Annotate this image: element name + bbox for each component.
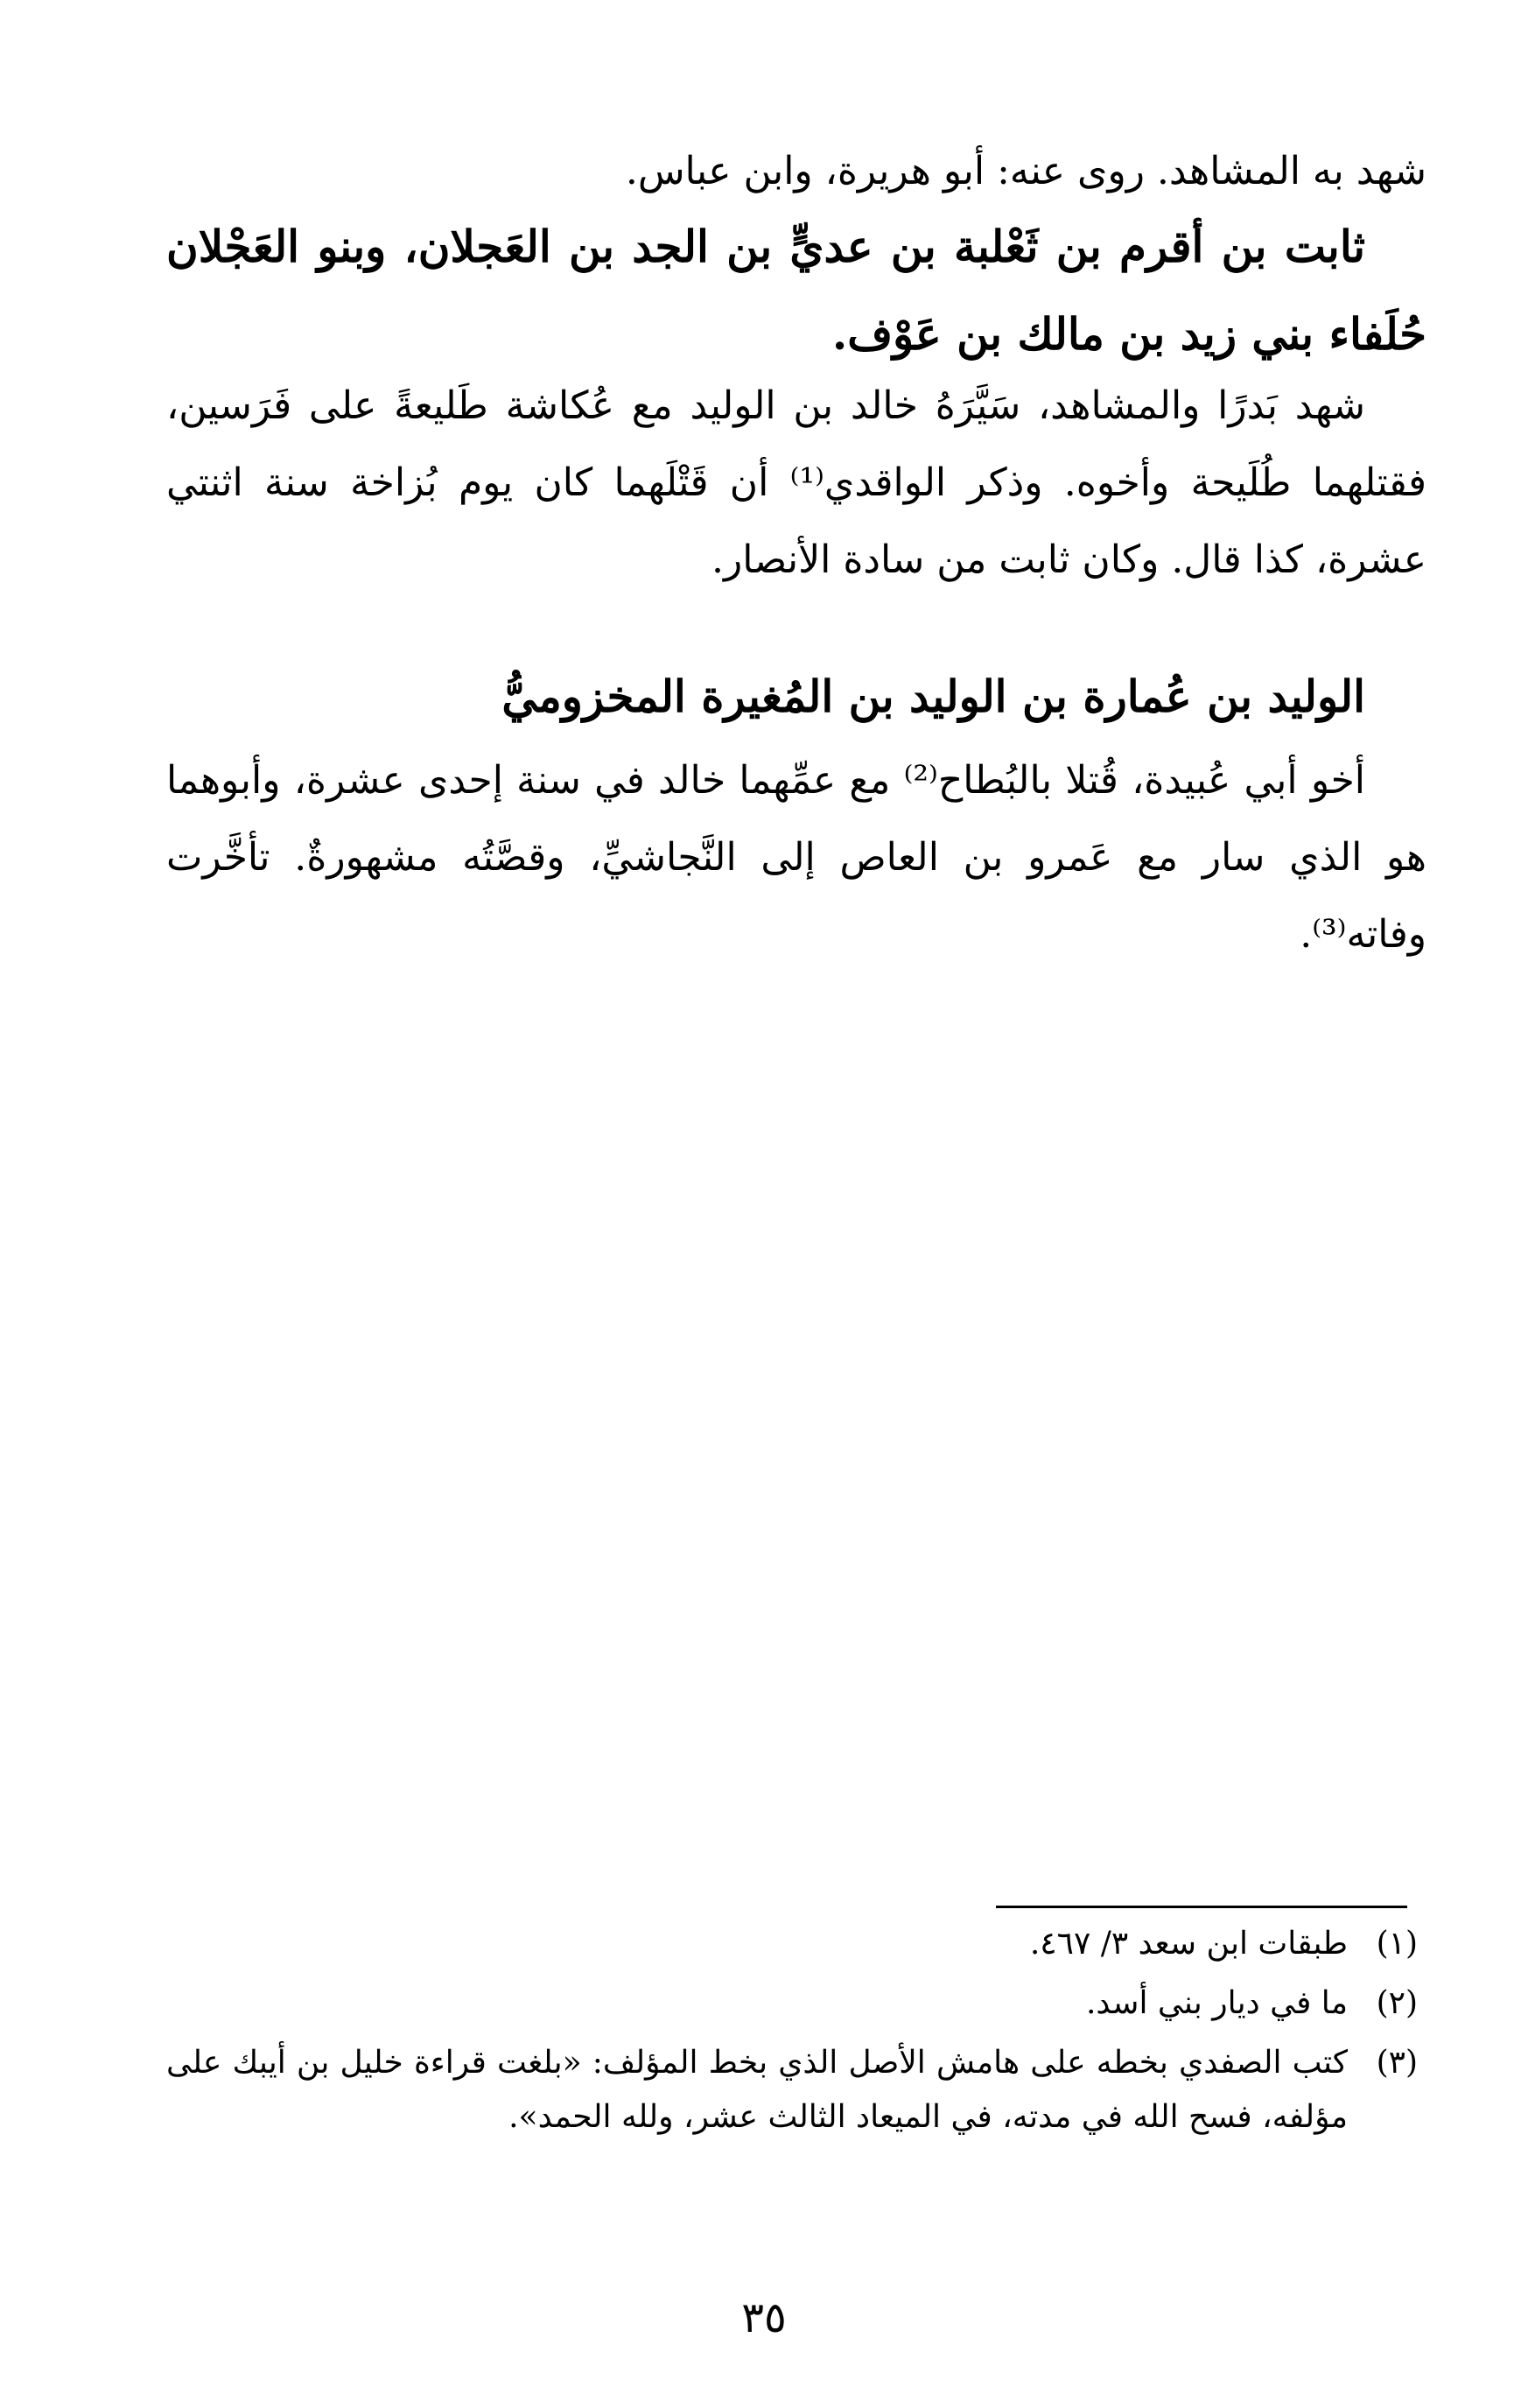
paragraph-continuation: شهد به المشاهد. روى عنه: أبو هريرة، وابن عباس. <box>625 149 1426 193</box>
footnote-3 <box>166 2036 1418 2145</box>
footnote-number: (٣) <box>1376 2045 1418 2081</box>
footnote-text: طبقات ابن سعد ٣/ ٤٦٧. <box>1029 1926 1348 1962</box>
paragraph-thabit: شهد بَدرًا والمشاهد، سَيَّرَهُ خالد بن الوليد مع عُكاشة طَليعةً على فَرَسين، فقتلهما طُلَيحة وأخوه. وذكر الواقدي⁽¹⁾ أن قَتْلَهما كان يوم بُزاخة سنة اثنتي عشرة، كذا قال. وكان ثابت من سادة الأنصار. <box>166 383 1427 582</box>
page-number: ٣٥ <box>741 2293 787 2342</box>
footnote-2 <box>166 1976 1418 2031</box>
footnote-number: (١) <box>1376 1926 1418 1962</box>
footnote-divider <box>996 1906 1407 1908</box>
footnote-1 <box>166 1917 1418 1971</box>
entry-heading-thabit: ثابت بن أقرم بن ثَعْلبة بن عديٍّ بن الجد بن العَجلان، وبنو العَجْلان حُلَفاء بني زيد بن مالك بن عَوْف. <box>166 221 1426 360</box>
paragraph-walid: أخو أبي عُبيدة، قُتلا بالبُطاح⁽²⁾ مع عمِّهما خالد في سنة إحدى عشرة، وأبوهما هو الذي سار مع عَمرو بن العاص إلى النَّجاشيِّ، وقصَّتُه مشهورةٌ. تأخَّرت وفاته⁽³⁾. <box>166 758 1426 957</box>
footnote-text: ما في ديار بني أسد. <box>1085 1985 1348 2021</box>
footnote-text: كتب الصفدي بخطه على هامش الأصل الذي بخط المؤلف: «بلغت قراءة خليل بن أيبك على مؤلفه، فسح الله في مدته، في الميعاد الثالث عشر، ولله الحمد». <box>166 2045 1348 2135</box>
entry-heading-walid: الوليد بن عُمارة بن الوليد بن المُغيرة المخزوميُّ <box>501 670 1365 722</box>
footnote-number: (٢) <box>1376 1985 1418 2021</box>
